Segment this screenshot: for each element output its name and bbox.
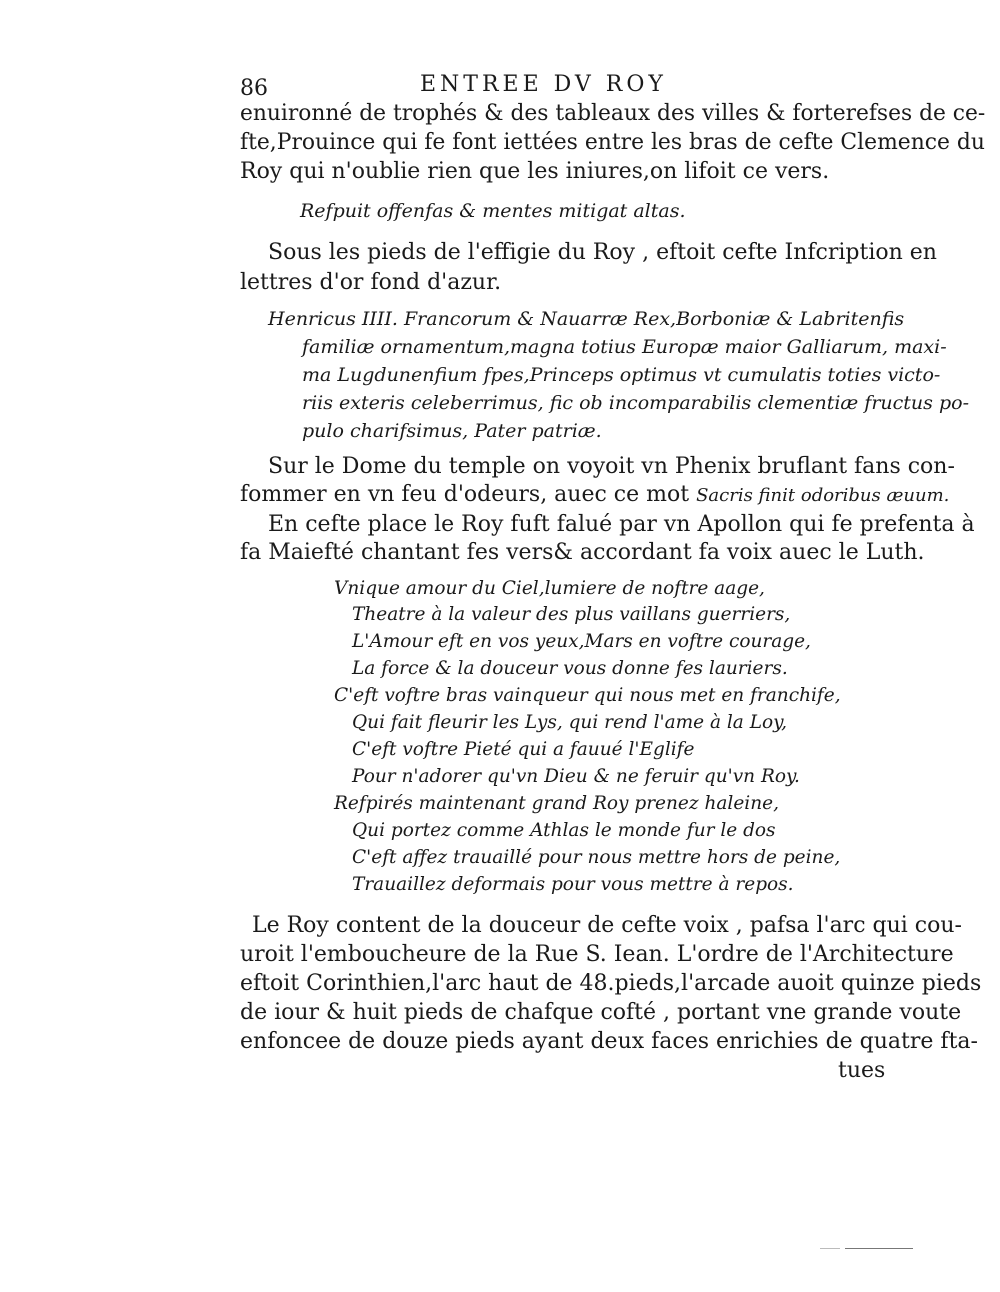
text-line — [240, 484, 949, 506]
bottom-rule — [845, 1248, 913, 1249]
text-line: de iour & huit pieds de chafque cofté , portant vne grande voute — [240, 1000, 962, 1025]
inscription-line: ma Lugdunenfium fpes,Princeps optimus vt cumulatis toties victo- — [302, 364, 941, 386]
page-number: 86 — [240, 76, 268, 101]
poem-line: C'eft affez trauaillé pour nous mettre hors de peine, — [352, 847, 841, 868]
text-line: Sur le Dome du temple on voyoit vn Phenix bruflant fans con- — [268, 454, 955, 479]
poem-line: Qui fait fleurir les Lys, qui rend l'ame à la Loy, — [352, 712, 788, 733]
poem-line: Refpirés maintenant grand Roy prenez haleine, — [334, 793, 779, 814]
poem-line: Vnique amour du Ciel,lumiere de noftre aage, — [334, 578, 765, 599]
text-line: Sous les pieds de l'effigie du Roy , eftoit cefte Infcription en — [268, 240, 937, 265]
poem-line: L'Amour eft en vos yeux,Mars en voftre courage, — [352, 631, 811, 652]
inscription-line: Henricus IIII. Francorum & Nauarræ Rex,Borboniæ & Labritenfis — [268, 308, 905, 330]
latin-verse: Refpuit offenfas & mentes mitigat altas. — [300, 200, 686, 222]
text-line: enfoncee de douze pieds ayant deux faces enrichies de quatre fta- — [240, 1029, 978, 1054]
poem-line: C'eft voftre bras vainqueur qui nous met en franchife, — [334, 685, 841, 706]
poem-line: Qui portez comme Athlas le monde fur le dos — [352, 820, 776, 841]
inscription-line: pulo charifsimus, Pater patriæ. — [302, 420, 602, 442]
text-line: Le Roy content de la douceur de cefte voix , pafsa l'arc qui cou- — [252, 913, 962, 938]
text-line: eftoit Corinthien,l'arc haut de 48.pieds,l'arcade auoit quinze pieds — [240, 971, 982, 996]
text-line: lettres d'or fond d'azur. — [240, 270, 502, 295]
poem-line: La force & la douceur vous donne fes lauriers. — [352, 658, 788, 679]
text-roman: fommer en vn feu d'odeurs, auec ce mot — [240, 482, 697, 507]
bottom-rule-faint — [820, 1248, 840, 1249]
poem-line: Pour n'adorer qu'vn Dieu & ne feruir qu'vn Roy. — [352, 766, 800, 787]
text-line: fa Maiefté chantant fes vers& accordant fa voix auec le Luth. — [240, 540, 925, 565]
text-line: uroit l'embouchеure de la Rue S. Iean. L'ordre de l'Architecture — [240, 942, 954, 967]
poem-line: Trauaillez deformais pour vous mettre à repos. — [352, 874, 794, 895]
text-line: En cefte place le Roy fuft falué par vn Apollon qui fe prefenta à — [268, 512, 975, 537]
inscription-line: familiæ ornamentum,magna totius Europæ maior Galliarum, maxi- — [302, 336, 947, 358]
text-line: enuironné de trophés & des tableaux des villes & forterefses de ce- — [240, 101, 986, 126]
text-line: Roy qui n'oublie rien que les iniures,on lifoit ce vers. — [240, 159, 830, 184]
poem-line: C'eft voftre Pieté qui a fauué l'Eglife — [352, 739, 695, 760]
running-head: ENTREE DV ROY — [420, 72, 667, 97]
text-italic-motto: Sacris finit odoribus æuum. — [696, 485, 950, 506]
poem-line: Theatre à la valeur des plus vaillans guerriers, — [352, 604, 791, 625]
catchword: tues — [838, 1058, 886, 1083]
inscription-line: riis exteris celeberrimus, fic ob incomparabilis clementiæ fructus po- — [302, 392, 969, 414]
text-line: fte,Prouince qui fe font iettées entre les bras de cefte Clemence du — [240, 130, 985, 155]
